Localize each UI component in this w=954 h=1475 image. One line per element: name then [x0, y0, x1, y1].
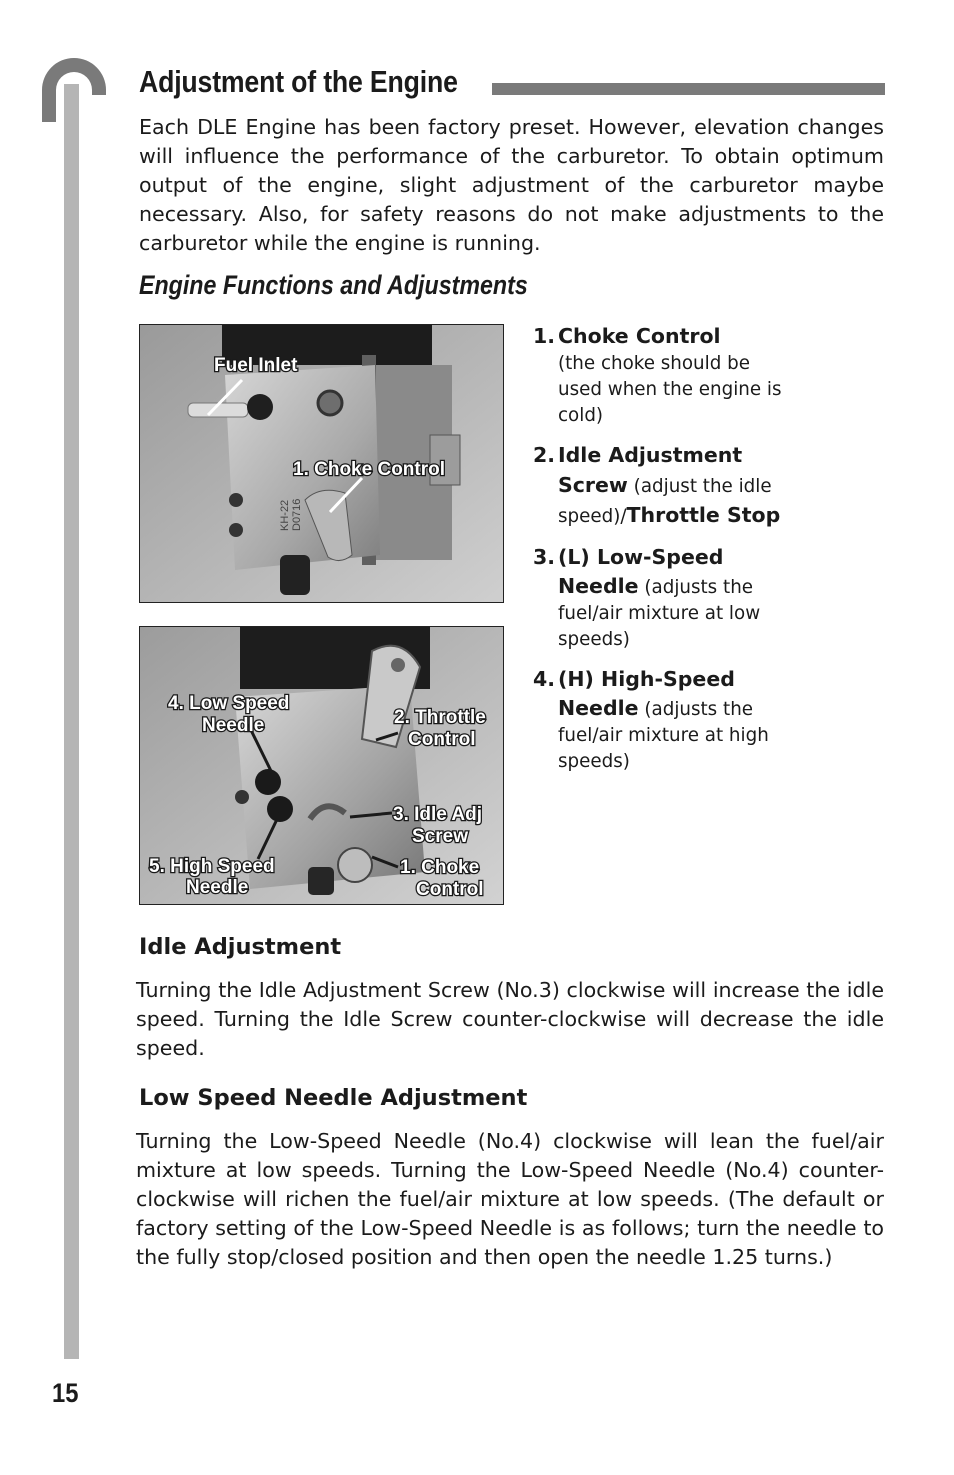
function-title: Idle Adjustment Screw [558, 443, 743, 497]
carburetor-photo-top [139, 324, 504, 603]
photo2-label-idle-2: Screw [412, 826, 468, 847]
idle-heading: Idle Adjustment [139, 934, 342, 960]
functions-list [533, 322, 783, 787]
photo2-label-idle-1: 3. Idle Adj [393, 804, 483, 825]
idle-paragraph: Turning the Idle Adjustment Screw (No.3) clockwise will increase the idle speed. Turning the Idle Screw counter-clockwise will decrease the idle speed. [136, 978, 884, 1060]
photo1-stamp-2: D0716 [291, 498, 303, 531]
function-desc: (adjusts the fuel/air mixture at high speeds) [558, 699, 769, 772]
function-item [533, 441, 783, 531]
photo1-label-fuel-inlet: Fuel Inlet [214, 355, 298, 376]
photo1-stamp-1: KH-22 [279, 499, 291, 531]
function-title: Choke Control [558, 324, 721, 348]
photo2-label-low-speed-2: Needle [202, 715, 265, 736]
photo2-label-throttle-1: 2. Throttle [394, 707, 486, 728]
photo2-label-throttle-2: Control [408, 729, 476, 750]
function-desc: (adjusts the fuel/air mixture at low speeds) [558, 577, 761, 650]
function-title: (H) High-Speed Needle [558, 667, 735, 720]
photo2-label-high-speed-1: 5. High Speed [149, 856, 275, 877]
photo2-label-low-speed-1: 4. Low Speed [168, 693, 290, 714]
title-rule [492, 83, 885, 95]
margin-bar [64, 84, 79, 1359]
photo1-label-choke: 1. Choke Control [293, 459, 446, 480]
function-item [533, 665, 783, 775]
function-desc: (the choke should be used when the engine is cold) [558, 353, 782, 426]
function-number: 2. [533, 443, 556, 467]
function-title-2: Throttle Stop [626, 503, 781, 527]
intro-paragraph: Each DLE Engine has been factory preset. However, elevation changes will influence the performance of the carburetor. To obtain optimum output of the engine, slight adjustment of the carburetor maybe necessary. Also, for safety reasons do not make adjustments to the carburetor while the engine is running. [139, 115, 884, 255]
function-number: 1. [533, 324, 556, 348]
function-desc: (adjust the idle speed)/ [558, 476, 772, 527]
function-number: 3. [533, 545, 556, 569]
page-title: Adjustment of the Engine [139, 64, 458, 99]
page-number: 15 [52, 1378, 79, 1408]
photo2-label-high-speed-2: Needle [186, 877, 249, 898]
photo2-label-choke-1: 1. Choke [400, 857, 480, 878]
function-title: (L) Low-Speed Needle [558, 545, 724, 598]
function-item [533, 322, 783, 429]
function-number: 4. [533, 667, 556, 691]
section-title: Engine Functions and Adjustments [139, 270, 528, 300]
photo2-label-choke-2: Control [416, 879, 484, 900]
low-speed-paragraph: Turning the Low-Speed Needle (No.4) clockwise will lean the fuel/air mixture at low speeds. Turning the Low-Speed Needle (No.4) counter-clockwise will richen the fuel/air mixture at low speeds. (The default or factory setting of the Low-Speed Needle is as follows; turn the needle to the fully stop/closed position and then open the needle 1.25 turns.) [136, 1129, 884, 1269]
carburetor-photo-side [139, 626, 504, 905]
function-item [533, 543, 783, 653]
low-speed-heading: Low Speed Needle Adjustment [139, 1085, 528, 1111]
